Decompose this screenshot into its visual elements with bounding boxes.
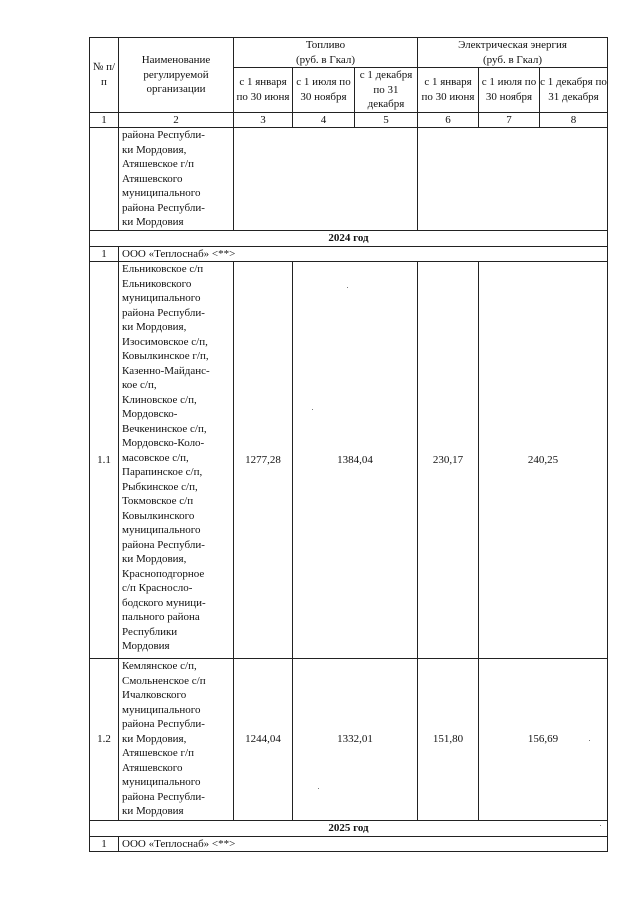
row-1-2-fuel-jul-dec: 1332,01 <box>293 659 418 821</box>
year-label-2025: 2025 год <box>90 821 608 837</box>
name-line: Ичалковского <box>122 689 187 701</box>
header-group-fuel <box>234 38 418 68</box>
org-row-2025 <box>90 836 608 852</box>
row-1-1-elec-jul-dec: 240,25 <box>479 262 608 659</box>
row-1-1-fuel-jan-jun: 1277,28 <box>234 262 293 659</box>
tariff-table <box>89 37 608 852</box>
name-line: Смольненское с/п <box>122 674 206 687</box>
name-line: ки Мордовия, <box>122 732 187 745</box>
year-row-2025 <box>90 821 608 837</box>
continued-elec-cells <box>418 128 608 231</box>
row-1-2-fuel-jan-jun: 1244,04 <box>234 659 293 821</box>
name-line: Токмовское с/п <box>122 495 194 507</box>
colnum-1: 1 <box>90 112 119 128</box>
colnum-8: 8 <box>540 112 608 128</box>
name-line: района Республи- <box>122 718 205 730</box>
colnum-7: 7 <box>479 112 540 128</box>
name-line: муниципального <box>122 703 201 716</box>
org-row-2024 <box>90 246 608 262</box>
name-line: ки Мордовия, <box>122 553 187 565</box>
year-row-2024 <box>90 231 608 247</box>
name-line: Мордовско- <box>122 408 178 420</box>
row-1-1-fuel-jul-dec: 1384,04 <box>293 262 418 659</box>
fuel-unit: (руб. в Гкал) <box>295 53 356 66</box>
name-line: Рыбкинское с/п, <box>122 480 198 493</box>
colnum-4: 4 <box>293 112 355 128</box>
name-line: ки Мордовия <box>122 805 184 817</box>
row-1-2-elec-jan-jun: 151,80 <box>418 659 479 821</box>
scan-speck <box>347 287 348 288</box>
name-line: Атяшевское г/п <box>122 158 194 170</box>
name-line: района Республи- <box>122 538 205 551</box>
name-line: Красноподгорное <box>122 567 205 580</box>
org-2025-name: ООО «Теплоснаб» <**> <box>119 836 608 852</box>
scan-speck <box>312 409 313 410</box>
name-line: Кемлянское с/п, <box>122 660 197 672</box>
row-1-1-elec-jan-jun: 230,17 <box>418 262 479 659</box>
colnum-5: 5 <box>355 112 418 128</box>
name-line: масовское с/п, <box>122 451 189 464</box>
scan-speck <box>318 788 319 789</box>
name-line: ки Мордовия, <box>122 321 187 333</box>
name-line: Ельниковское с/п <box>122 263 204 275</box>
row-1-1-num: 1.1 <box>90 262 119 659</box>
continued-org-name <box>119 128 234 231</box>
name-line: Казенно-Майданс- <box>122 364 210 377</box>
name-line: ки Мордовия <box>122 216 184 228</box>
name-line: Ельниковского <box>122 277 192 290</box>
name-line: Изосимовское с/п, <box>122 335 208 348</box>
name-line: пального района <box>122 611 200 623</box>
header-group-electricity <box>418 38 608 68</box>
header-period-elec-1: с 1 января по 30 июня <box>418 68 479 113</box>
header-period-fuel-2: с 1 июля по 30 ноября <box>293 68 355 113</box>
header-col-name: Наименование регулируемой организации <box>119 38 234 113</box>
colnum-3: 3 <box>234 112 293 128</box>
name-line: ки Мордовия, <box>122 143 187 156</box>
name-line: кое с/п, <box>122 379 157 391</box>
scan-speck <box>589 740 590 741</box>
row-1-2-name <box>119 659 234 821</box>
colnum-6: 6 <box>418 112 479 128</box>
name-line: с/п Краснослo- <box>122 582 193 594</box>
name-line: муниципального <box>122 776 201 788</box>
electricity-title: Электрическая энергия <box>458 39 567 51</box>
name-line: муниципального <box>122 292 201 304</box>
name-line: Клиновское с/п, <box>122 393 197 406</box>
row-1-2 <box>90 659 608 821</box>
row-1-1-name <box>119 262 234 659</box>
header-period-fuel-3: с 1 декабря по 31 декабря <box>355 68 418 113</box>
electricity-unit: (руб. в Гкал) <box>482 53 543 66</box>
row-1-2-elec-jul-dec: 156,69 <box>479 659 608 821</box>
continued-row <box>90 128 608 231</box>
name-line: Атяшевское г/п <box>122 747 194 759</box>
year-label-2024: 2024 год <box>90 231 608 247</box>
name-line: Ковылкинского <box>122 509 195 522</box>
header-period-fuel-1: с 1 января по 30 июня <box>234 68 293 113</box>
continued-num <box>90 128 119 231</box>
name-line: муниципального <box>122 187 201 199</box>
name-line: Мордовско-Коло- <box>122 437 205 449</box>
org-2024-num: 1 <box>90 246 119 262</box>
row-1-2-num: 1.2 <box>90 659 119 821</box>
name-line: района Республи- <box>122 201 205 214</box>
name-line: бодского муници- <box>122 596 206 609</box>
name-line: муниципального <box>122 524 201 536</box>
name-line: Вечкенинское с/п, <box>122 422 207 435</box>
header-row-groups <box>90 38 608 68</box>
colnum-2: 2 <box>119 112 234 128</box>
name-line: Атяшевского <box>122 172 183 185</box>
fuel-title: Топливо <box>305 39 346 51</box>
name-line: Атяшевского <box>122 761 183 774</box>
row-1-1 <box>90 262 608 659</box>
name-line: Республики <box>122 625 178 638</box>
scan-speck <box>600 825 601 826</box>
header-col-num: № п/п <box>90 38 119 113</box>
header-period-elec-2: с 1 июля по 30 ноября <box>479 68 540 113</box>
continued-fuel-cells <box>234 128 418 231</box>
column-numbers-row <box>90 112 608 128</box>
org-2024-name: ООО «Теплоснаб» <**> <box>119 246 608 262</box>
name-line: Мордовия <box>122 640 170 652</box>
name-line: района Республи- <box>122 129 205 141</box>
org-2025-num: 1 <box>90 836 119 852</box>
name-line: района Республи- <box>122 306 205 319</box>
header-period-elec-3: с 1 декабря по 31 декабря <box>540 68 608 113</box>
name-line: района Республи- <box>122 790 205 803</box>
name-line: Ковылкинское г/п, <box>122 350 209 362</box>
name-line: Парапинское с/п, <box>122 466 203 478</box>
